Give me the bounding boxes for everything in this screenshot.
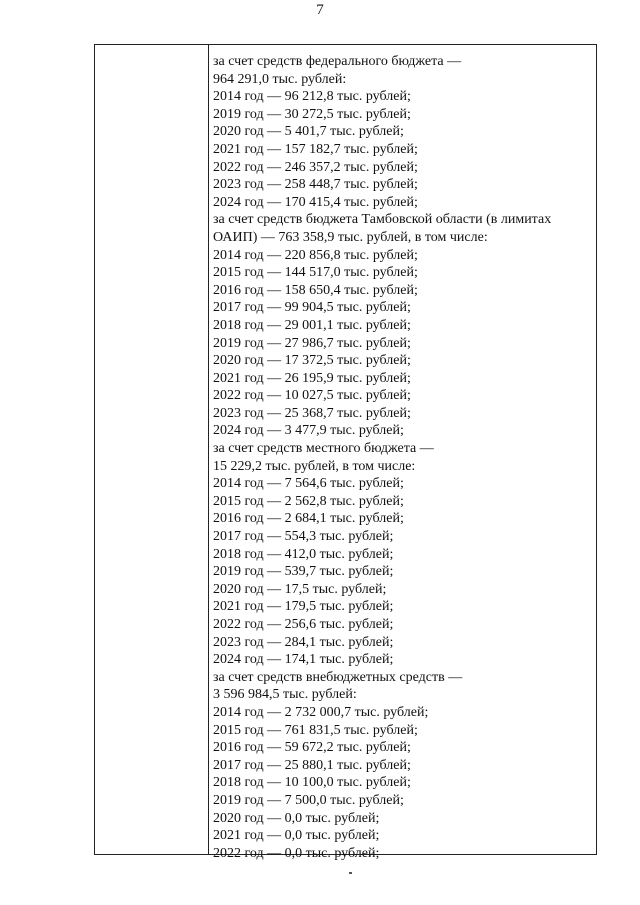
text-line: 2015 год — 144 517,0 тыс. рублей; xyxy=(213,265,418,281)
text-line: 2019 год — 7 500,0 тыс. рублей; xyxy=(213,792,404,808)
text-line: 964 291,0 тыс. рублей: xyxy=(213,71,347,87)
text-line: 2020 год — 17 372,5 тыс. рублей; xyxy=(213,353,411,369)
text-line: 2022 год — 10 027,5 тыс. рублей; xyxy=(213,388,411,404)
text-line: за счет средств местного бюджета — xyxy=(213,441,434,457)
text-line: 2024 год — 3 477,9 тыс. рублей; xyxy=(213,423,404,439)
text-line: 2014 год — 96 212,8 тыс. рублей; xyxy=(213,89,411,105)
text-line: 2021 год — 26 195,9 тыс. рублей; xyxy=(213,370,411,386)
text-line: 2017 год — 554,3 тыс. рублей; xyxy=(213,529,394,545)
text-line: за счет средств федерального бюджета — xyxy=(213,54,462,69)
text-line: 2017 год — 25 880,1 тыс. рублей; xyxy=(213,757,411,773)
text-line: 2022 год — 0,0 тыс. рублей; xyxy=(213,845,380,861)
text-line: 2020 год — 0,0 тыс. рублей; xyxy=(213,810,380,826)
text-line: 2022 год — 256,6 тыс. рублей; xyxy=(213,617,394,632)
text-line: 2021 год — 179,5 тыс. рублей; xyxy=(213,599,394,615)
text-line: 2023 год — 25 368,7 тыс. рублей; xyxy=(213,405,411,421)
text-line: 2023 год — 258 448,7 тыс. рублей; xyxy=(213,177,418,193)
text-line: 2021 год — 157 182,7 тыс. рублей; xyxy=(213,141,418,157)
text-line: 2021 год — 0,0 тыс. рублей; xyxy=(213,828,380,844)
table-label-cell xyxy=(95,45,209,854)
text-line: 2014 год — 220 856,8 тыс. рублей; xyxy=(213,247,418,263)
page-number: 7 xyxy=(316,2,324,18)
text-line: 2023 год — 284,1 тыс. рублей; xyxy=(213,634,394,650)
text-line: 2017 год — 99 904,5 тыс. рублей; xyxy=(213,300,411,316)
text-line: 2024 год — 174,1 тыс. рублей; xyxy=(213,652,394,668)
text-line: 2020 год — 5 401,7 тыс. рублей; xyxy=(213,124,404,140)
text-line: 2018 год — 29 001,1 тыс. рублей; xyxy=(213,317,411,333)
text-line: 2014 год — 7 564,6 тыс. рублей; xyxy=(213,476,404,492)
text-line: 2014 год — 2 732 000,7 тыс. рублей; xyxy=(213,704,429,720)
text-line: 2018 год — 412,0 тыс. рублей; xyxy=(213,546,394,562)
text-line: 2016 год — 2 684,1 тыс. рублей; xyxy=(213,511,404,527)
text-line: 2020 год — 17,5 тыс. рублей; xyxy=(213,581,387,597)
text-line: 2019 год — 27 986,7 тыс. рублей; xyxy=(213,335,411,351)
text-line: 2019 год — 539,7 тыс. рублей; xyxy=(213,564,394,580)
text-line: 2016 год — 59 672,2 тыс. рублей; xyxy=(213,740,411,756)
text-line: 2016 год — 158 650,4 тыс. рублей; xyxy=(213,282,418,298)
text-line: за счет средств внебюджетных средств — xyxy=(213,669,463,685)
text-line: 15 229,2 тыс. рублей, в том числе: xyxy=(213,458,416,474)
table-content-cell xyxy=(209,45,596,861)
text-line: 2018 год — 10 100,0 тыс. рублей; xyxy=(213,775,411,791)
text-line: 2015 год — 2 562,8 тыс. рублей; xyxy=(213,493,404,509)
text-line: за счет средств бюджета Тамбовской области (в лимитах xyxy=(213,212,552,228)
text-line: 3 596 984,5 тыс. рублей: xyxy=(213,687,357,703)
text-line: 2022 год — 246 357,2 тыс. рублей; xyxy=(213,159,418,175)
text-line: 2015 год — 761 831,5 тыс. рублей; xyxy=(213,722,418,738)
text-line: 2019 год — 30 272,5 тыс. рублей; xyxy=(213,106,411,122)
funding-table xyxy=(94,44,597,861)
text-line: ОАИП) — 763 358,9 тыс. рублей, в том числе: xyxy=(213,229,488,245)
text-line: 2024 год — 170 415,4 тыс. рублей; xyxy=(213,194,418,210)
scan-speck xyxy=(349,872,352,874)
